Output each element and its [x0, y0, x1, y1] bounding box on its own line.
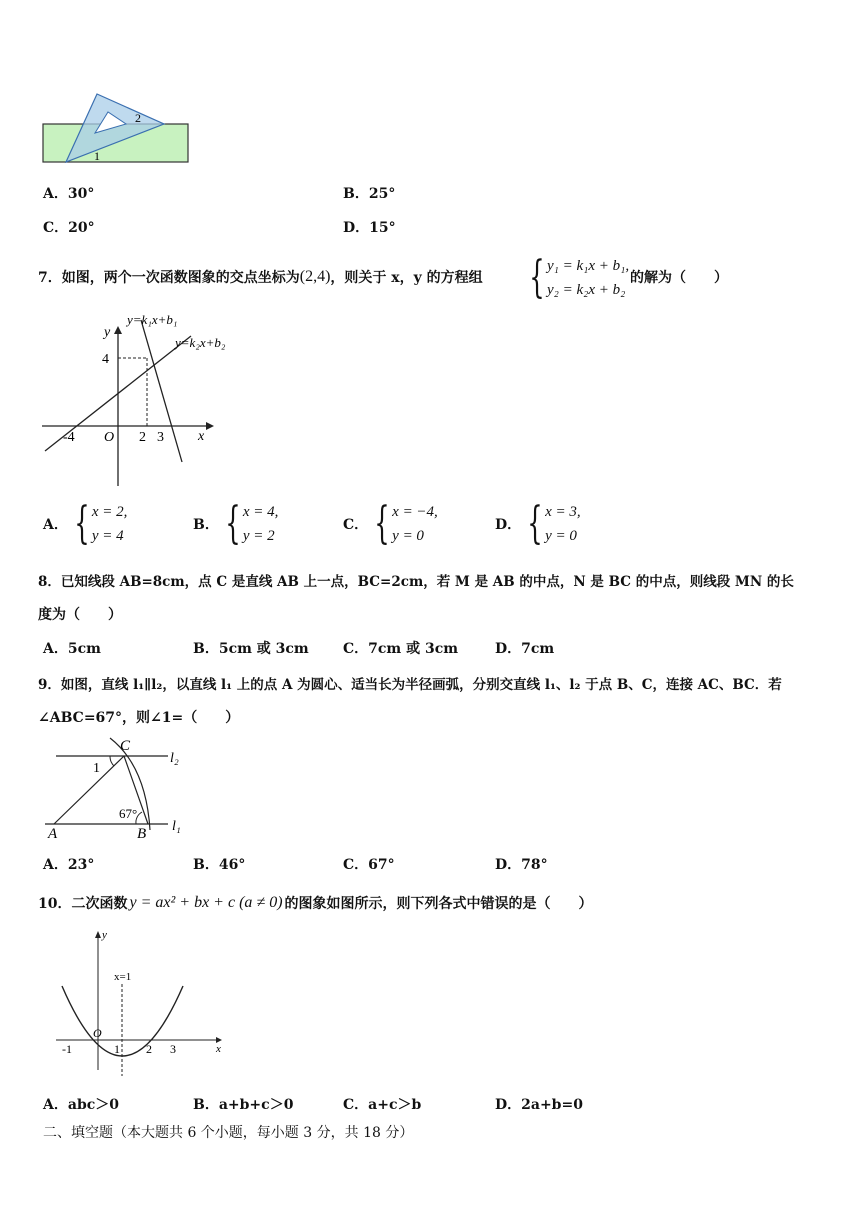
q7-option-a[interactable]: A． { x = 2, y = 4 [43, 498, 128, 549]
q8-stem-line2: 度为（ ） [38, 607, 122, 623]
q7-option-d[interactable]: D． { x = 3, y = 0 [495, 498, 581, 549]
tick-3: 3 [170, 1042, 176, 1056]
section-heading: 二、填空题（本大题共 6 个小题，每小题 3 分，共 18 分） [43, 1125, 414, 1141]
y-axis-arrow [114, 326, 122, 334]
q6-label-2: 2 [135, 111, 141, 125]
tick-2: 2 [146, 1042, 152, 1056]
q6-option-d[interactable]: D．15° [343, 220, 396, 236]
label-l1: l₁ [172, 819, 181, 834]
q8-option-b[interactable]: B．5cm 或 3cm [193, 641, 309, 657]
q10-stem: 10．二次函数 y = ax² + bx + c (a ≠ 0) 的图象如图所示，则下列各式中错误的是（ ） [38, 894, 593, 912]
q9-figure [40, 736, 190, 844]
tick-2: 2 [139, 430, 146, 445]
label-C: C [120, 738, 131, 754]
y-axis-label: y [102, 929, 107, 941]
q10-option-d[interactable]: D．2a+b=0 [495, 1097, 583, 1113]
label-line2: y=k₂x+b₂ [175, 335, 226, 350]
x-axis-label: x [216, 1043, 221, 1055]
q9-option-d[interactable]: D．78° [495, 857, 548, 873]
tick-4: 4 [102, 352, 109, 367]
axis-label: x=1 [114, 971, 132, 983]
q9-option-c[interactable]: C．67° [343, 857, 395, 873]
q10-figure [52, 928, 228, 1078]
x-axis-arrow [206, 422, 214, 430]
q10-option-a[interactable]: A．abc＞0 [43, 1097, 120, 1113]
label-B: B [137, 826, 147, 842]
tick-3: 3 [157, 430, 164, 445]
label-l2: l₂ [170, 751, 179, 766]
q9-stem-line1: 9．如图，直线 l₁∥l₂，以直线 l₁ 上的点 A 为圆心、适当长为半径画弧，分别交直线 l₁、l₂ 于点 B、C，连接 AC、BC．若 [38, 677, 782, 693]
q6-figure [40, 90, 192, 166]
q7-system-eq1: y₁ = k₁x + b₁, [547, 258, 630, 274]
tick-neg4: -4 [63, 430, 75, 445]
q7-figure [38, 310, 248, 490]
label-67: 67° [119, 806, 138, 821]
q7-stem: 7．如图，两个一次函数图象的交点坐标为 (2,4) ，则关于 x，y 的方程组 [38, 268, 483, 286]
q7-system-eq2: y₂ = k₂x + b₂ [547, 282, 626, 298]
q10-option-b[interactable]: B．a+b+c＞0 [193, 1097, 294, 1113]
label-line1: y=k₁x+b₁ [127, 312, 178, 327]
q10-formula: y = ax² + bx + c (a ≠ 0) [129, 894, 283, 911]
q6-option-a[interactable]: A．30° [43, 186, 95, 202]
origin-label: O [93, 1026, 102, 1040]
label-A: A [48, 826, 58, 842]
q7-option-c[interactable]: C． { x = −4, y = 0 [343, 498, 438, 549]
y-axis-label: y [104, 325, 111, 340]
q7-stem-end: 的解为（ ） [630, 270, 728, 286]
q6-option-b[interactable]: B．25° [343, 186, 396, 202]
origin-label: O [104, 430, 115, 445]
q9-option-b[interactable]: B．46° [193, 857, 246, 873]
label-angle1: 1 [93, 761, 100, 776]
q9-stem-line2: ∠ABC=67°，则∠1=（ ） [38, 710, 240, 726]
q8-option-c[interactable]: C．7cm 或 3cm [343, 641, 459, 657]
tick-neg1: -1 [62, 1042, 72, 1056]
q8-stem-line1: 8．已知线段 AB=8cm，点 C 是直线 AB 上一点，BC=2cm，若 M 是 AB 的中点，N 是 BC 的中点，则线段 MN 的长 [38, 574, 794, 590]
angle-1-mark [110, 756, 114, 766]
q7-system: { y₁ = k₁x + b₁, y₂ = k₂x + b₂ [529, 252, 630, 303]
q9-option-a[interactable]: A．23° [43, 857, 95, 873]
q8-option-a[interactable]: A．5cm [43, 641, 101, 657]
x-axis-label: x [198, 429, 205, 444]
y-axis-arrow [95, 931, 101, 938]
q6-option-c[interactable]: C．20° [43, 220, 95, 236]
q7-option-b[interactable]: B． { x = 4, y = 2 [193, 498, 279, 549]
q10-option-c[interactable]: C．a+c＞b [343, 1097, 422, 1113]
q7-point: (2,4) [299, 268, 331, 285]
q6-label-1: 1 [94, 149, 100, 163]
q8-option-d[interactable]: D．7cm [495, 641, 555, 657]
tick-1: 1 [114, 1042, 120, 1056]
